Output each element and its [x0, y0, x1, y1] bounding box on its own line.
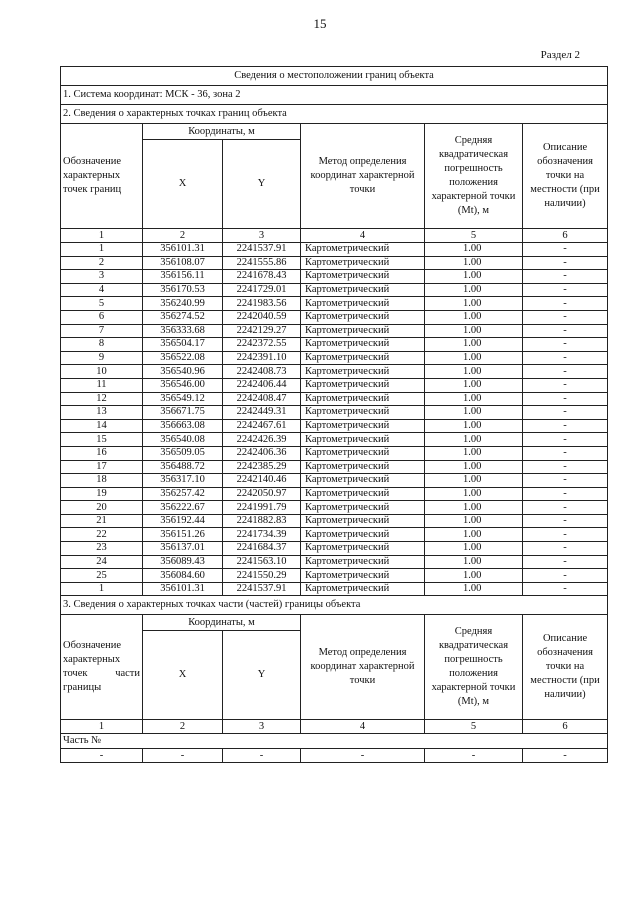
table-row — [61, 406, 608, 420]
coord-x: 356317.10 — [143, 474, 223, 488]
coord-y: 2242140.46 — [223, 474, 301, 488]
table-row — [61, 419, 608, 433]
table-row — [61, 542, 608, 556]
error-cell: 1.00 — [425, 419, 523, 433]
error-cell: 1.00 — [425, 365, 523, 379]
method-header: Метод определения координат характерной точки — [301, 124, 425, 229]
error-cell: 1.00 — [425, 297, 523, 311]
method-cell: Картометрический — [301, 446, 425, 460]
method-cell: Картометрический — [301, 283, 425, 297]
coord-y: 2241729.01 — [223, 283, 301, 297]
coord-y: 2242050.97 — [223, 487, 301, 501]
x-header-2: X — [143, 631, 223, 720]
coord-y: 2242408.47 — [223, 392, 301, 406]
method-cell: Картометрический — [301, 310, 425, 324]
description-cell: - — [523, 582, 608, 596]
table-row — [61, 310, 608, 324]
boundary-table-sheet — [60, 66, 607, 763]
column-number: 6 — [523, 229, 608, 243]
method-cell: Картометрический — [301, 542, 425, 556]
point-rows — [61, 243, 608, 596]
coord-x: 356084.60 — [143, 569, 223, 583]
description-cell: - — [523, 569, 608, 583]
description-cell: - — [523, 406, 608, 420]
method-cell: Картометрический — [301, 582, 425, 596]
method-cell: Картометрический — [301, 378, 425, 392]
point-number: 3 — [61, 270, 143, 284]
description-cell: - — [523, 392, 608, 406]
coord-y: 2241678.43 — [223, 270, 301, 284]
point-number: 25 — [61, 569, 143, 583]
coord-x: 356671.75 — [143, 406, 223, 420]
description-cell: - — [523, 324, 608, 338]
point-number: 11 — [61, 378, 143, 392]
table-row — [61, 392, 608, 406]
page-number: 15 — [313, 16, 327, 31]
point-number: 21 — [61, 514, 143, 528]
table-row — [61, 378, 608, 392]
method-cell: Картометрический — [301, 555, 425, 569]
coord-y: 2241550.29 — [223, 569, 301, 583]
coord-x: 356540.08 — [143, 433, 223, 447]
coord-x: 356663.08 — [143, 419, 223, 433]
point-number: 8 — [61, 338, 143, 352]
point-number: 18 — [61, 474, 143, 488]
method-cell: Картометрический — [301, 528, 425, 542]
x-header: X — [143, 140, 223, 229]
method-cell: Картометрический — [301, 487, 425, 501]
table-row — [61, 487, 608, 501]
column-number-row-2 — [61, 720, 608, 734]
point-number: 14 — [61, 419, 143, 433]
error-header: Средняя квадратическая погрешность положения характерной точки (Mt), м — [425, 124, 523, 229]
coord-y: 2241563.10 — [223, 555, 301, 569]
method-cell: Картометрический — [301, 474, 425, 488]
error-cell: 1.00 — [425, 446, 523, 460]
point-number: 5 — [61, 297, 143, 311]
coord-x: 356504.17 — [143, 338, 223, 352]
table-row — [61, 460, 608, 474]
point-number: 6 — [61, 310, 143, 324]
description-cell: - — [523, 460, 608, 474]
point-number: 24 — [61, 555, 143, 569]
boundary-table — [60, 66, 608, 763]
error-cell: 1.00 — [425, 283, 523, 297]
description-cell: - — [523, 297, 608, 311]
point-number: 10 — [61, 365, 143, 379]
error-cell: 1.00 — [425, 501, 523, 515]
coord-y: 2241537.91 — [223, 582, 301, 596]
empty-cell: - — [425, 749, 523, 763]
point-number: 9 — [61, 351, 143, 365]
method-cell: Картометрический — [301, 297, 425, 311]
section-label: Раздел 2 — [540, 49, 580, 61]
column-number: 2 — [143, 720, 223, 734]
error-cell: 1.00 — [425, 555, 523, 569]
table-row — [61, 297, 608, 311]
error-header-2: Средняя квадратическая погрешность положения характерной точки (Mt), м — [425, 615, 523, 720]
table-row — [61, 474, 608, 488]
coord-x: 356488.72 — [143, 460, 223, 474]
empty-cell: - — [523, 749, 608, 763]
method-cell: Картометрический — [301, 501, 425, 515]
description-cell: - — [523, 243, 608, 257]
coords-header: Координаты, м — [143, 124, 301, 140]
method-cell: Картометрический — [301, 365, 425, 379]
coord-x: 356101.31 — [143, 243, 223, 257]
column-number: 3 — [223, 720, 301, 734]
part-label: Часть № — [61, 734, 608, 749]
coord-y: 2241684.37 — [223, 542, 301, 556]
coord-y: 2242372.55 — [223, 338, 301, 352]
empty-cell: - — [301, 749, 425, 763]
method-cell: Картометрический — [301, 433, 425, 447]
point-number: 20 — [61, 501, 143, 515]
error-cell: 1.00 — [425, 338, 523, 352]
coord-x: 356137.01 — [143, 542, 223, 556]
designation-part-header: Обозначение характерных точек части границы — [61, 615, 143, 720]
table-row — [61, 555, 608, 569]
coord-y: 2241983.56 — [223, 297, 301, 311]
coord-y: 2242040.59 — [223, 310, 301, 324]
coord-x: 356240.99 — [143, 297, 223, 311]
table-row — [61, 514, 608, 528]
column-number: 1 — [61, 229, 143, 243]
description-cell: - — [523, 514, 608, 528]
subsection-2-title: 2. Сведения о характерных точках границ объекта — [61, 105, 608, 124]
coord-y: 2242391.10 — [223, 351, 301, 365]
description-cell: - — [523, 433, 608, 447]
error-cell: 1.00 — [425, 256, 523, 270]
method-cell: Картометрический — [301, 270, 425, 284]
description-cell: - — [523, 555, 608, 569]
description-header-2: Описание обозначения точки на местности (при наличии) — [523, 615, 608, 720]
description-cell: - — [523, 419, 608, 433]
error-cell: 1.00 — [425, 528, 523, 542]
coord-x: 356089.43 — [143, 555, 223, 569]
point-number: 1 — [61, 582, 143, 596]
method-cell: Картометрический — [301, 406, 425, 420]
description-header: Описание обозначения точки на местности (при наличии) — [523, 124, 608, 229]
coord-x: 356101.31 — [143, 582, 223, 596]
coord-x: 356257.42 — [143, 487, 223, 501]
error-cell: 1.00 — [425, 310, 523, 324]
coord-x: 356108.07 — [143, 256, 223, 270]
method-cell: Картометрический — [301, 338, 425, 352]
point-number: 15 — [61, 433, 143, 447]
empty-cell: - — [143, 749, 223, 763]
table-row — [61, 569, 608, 583]
error-cell: 1.00 — [425, 351, 523, 365]
error-cell: 1.00 — [425, 433, 523, 447]
coord-x: 356170.53 — [143, 283, 223, 297]
coord-x: 356192.44 — [143, 514, 223, 528]
description-cell: - — [523, 351, 608, 365]
coord-x: 356509.05 — [143, 446, 223, 460]
method-cell: Картометрический — [301, 392, 425, 406]
description-cell: - — [523, 283, 608, 297]
method-cell: Картометрический — [301, 419, 425, 433]
column-number: 5 — [425, 720, 523, 734]
point-number: 12 — [61, 392, 143, 406]
coord-y: 2242385.29 — [223, 460, 301, 474]
coord-y: 2241555.86 — [223, 256, 301, 270]
coord-y: 2242467.61 — [223, 419, 301, 433]
point-number: 1 — [61, 243, 143, 257]
column-number: 2 — [143, 229, 223, 243]
coord-y: 2241734.39 — [223, 528, 301, 542]
coord-y: 2241991.79 — [223, 501, 301, 515]
coord-x: 356151.26 — [143, 528, 223, 542]
error-cell: 1.00 — [425, 514, 523, 528]
error-cell: 1.00 — [425, 378, 523, 392]
point-number: 7 — [61, 324, 143, 338]
coord-y: 2242406.44 — [223, 378, 301, 392]
point-number: 19 — [61, 487, 143, 501]
point-number: 16 — [61, 446, 143, 460]
table-row — [61, 501, 608, 515]
table-row — [61, 433, 608, 447]
point-number: 4 — [61, 283, 143, 297]
description-cell: - — [523, 310, 608, 324]
description-cell: - — [523, 501, 608, 515]
point-number: 2 — [61, 256, 143, 270]
table-row — [61, 270, 608, 284]
designation-header: Обозначение характерных точек границ — [61, 124, 143, 229]
error-cell: 1.00 — [425, 569, 523, 583]
error-cell: 1.00 — [425, 474, 523, 488]
description-cell: - — [523, 446, 608, 460]
table-row — [61, 243, 608, 257]
coord-y: 2241882.83 — [223, 514, 301, 528]
method-cell: Картометрический — [301, 324, 425, 338]
coords-header-2: Координаты, м — [143, 615, 301, 631]
coord-x: 356522.08 — [143, 351, 223, 365]
column-number: 5 — [425, 229, 523, 243]
column-number: 3 — [223, 229, 301, 243]
table-row — [61, 324, 608, 338]
method-cell: Картометрический — [301, 460, 425, 474]
description-cell: - — [523, 474, 608, 488]
coord-system: 1. Система координат: МСК - 36, зона 2 — [61, 86, 608, 105]
y-header: Y — [223, 140, 301, 229]
empty-cell: - — [61, 749, 143, 763]
point-number: 22 — [61, 528, 143, 542]
coord-y: 2242129.27 — [223, 324, 301, 338]
column-number-row — [61, 229, 608, 243]
empty-part-row — [61, 749, 608, 763]
description-cell: - — [523, 270, 608, 284]
point-number: 17 — [61, 460, 143, 474]
table-row — [61, 446, 608, 460]
description-cell: - — [523, 528, 608, 542]
coord-x: 356549.12 — [143, 392, 223, 406]
method-header-2: Метод определения координат характерной точки — [301, 615, 425, 720]
description-cell: - — [523, 487, 608, 501]
point-number: 13 — [61, 406, 143, 420]
column-number: 4 — [301, 720, 425, 734]
error-cell: 1.00 — [425, 542, 523, 556]
coord-x: 356333.68 — [143, 324, 223, 338]
method-cell: Картометрический — [301, 256, 425, 270]
method-cell: Картометрический — [301, 351, 425, 365]
error-cell: 1.00 — [425, 392, 523, 406]
coord-y: 2241537.91 — [223, 243, 301, 257]
method-cell: Картометрический — [301, 243, 425, 257]
description-cell: - — [523, 256, 608, 270]
table-row — [61, 338, 608, 352]
error-cell: 1.00 — [425, 460, 523, 474]
coord-x: 356546.00 — [143, 378, 223, 392]
table-row — [61, 256, 608, 270]
description-cell: - — [523, 365, 608, 379]
table-row — [61, 528, 608, 542]
table-row — [61, 283, 608, 297]
column-number: 1 — [61, 720, 143, 734]
subsection-3-title: 3. Сведения о характерных точках части (частей) границы объекта — [61, 596, 608, 615]
coord-x: 356222.67 — [143, 501, 223, 515]
error-cell: 1.00 — [425, 270, 523, 284]
error-cell: 1.00 — [425, 582, 523, 596]
table-row — [61, 351, 608, 365]
error-cell: 1.00 — [425, 487, 523, 501]
error-cell: 1.00 — [425, 243, 523, 257]
coord-y: 2242406.36 — [223, 446, 301, 460]
table-row — [61, 365, 608, 379]
column-number: 6 — [523, 720, 608, 734]
error-cell: 1.00 — [425, 406, 523, 420]
empty-cell: - — [223, 749, 301, 763]
point-number: 23 — [61, 542, 143, 556]
coord-x: 356156.11 — [143, 270, 223, 284]
coord-y: 2242449.31 — [223, 406, 301, 420]
table-title: Сведения о местоположении границ объекта — [61, 67, 608, 86]
column-number: 4 — [301, 229, 425, 243]
description-cell: - — [523, 338, 608, 352]
coord-y: 2242426.39 — [223, 433, 301, 447]
table-row — [61, 582, 608, 596]
error-cell: 1.00 — [425, 324, 523, 338]
description-cell: - — [523, 378, 608, 392]
coord-x: 356274.52 — [143, 310, 223, 324]
y-header-2: Y — [223, 631, 301, 720]
coord-y: 2242408.73 — [223, 365, 301, 379]
coord-x: 356540.96 — [143, 365, 223, 379]
description-cell: - — [523, 542, 608, 556]
method-cell: Картометрический — [301, 514, 425, 528]
method-cell: Картометрический — [301, 569, 425, 583]
